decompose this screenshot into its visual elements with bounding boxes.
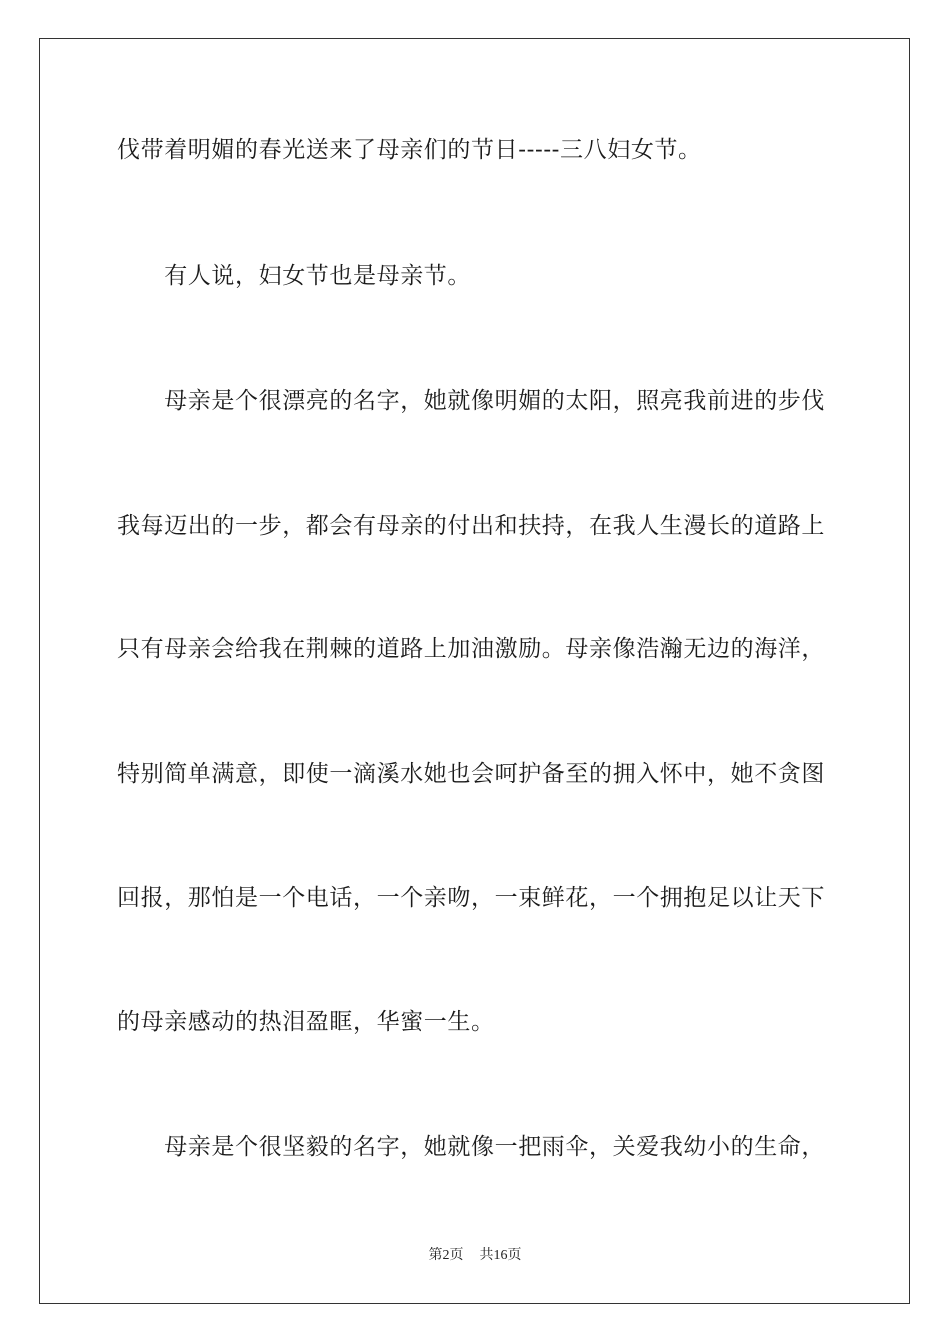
text-line: 母亲是个很坚毅的名字，她就像一把雨伞，关爱我幼小的生命， xyxy=(117,1134,825,1160)
page-footer xyxy=(0,1246,950,1266)
text-line: 的母亲感动的热泪盈眶，华蜜一生。 xyxy=(117,1009,495,1035)
page-total: 共16页 xyxy=(479,1248,522,1263)
text-line: 回报，那怕是一个电话，一个亲吻，一束鲜花，一个拥抱足以让天下 xyxy=(117,885,825,911)
text-line: 母亲是个很漂亮的名字，她就像明媚的太阳，照亮我前进的步伐 xyxy=(117,388,825,414)
text-line: 伐带着明媚的春光送来了母亲们的节日-----三八妇女节。 xyxy=(117,137,702,163)
text-line: 只有母亲会给我在荆棘的道路上加油激励。母亲像浩瀚无边的海洋， xyxy=(117,636,825,662)
text-line: 特别简单满意，即使一滴溪水她也会呵护备至的拥入怀中，她不贪图 xyxy=(117,761,825,787)
page-number: 第2页 xyxy=(428,1248,464,1263)
text-line: 我每迈出的一步，都会有母亲的付出和扶持，在我人生漫长的道路上 xyxy=(117,513,825,539)
text-line: 有人说，妇女节也是母亲节。 xyxy=(117,263,471,289)
page-border xyxy=(39,38,910,1304)
